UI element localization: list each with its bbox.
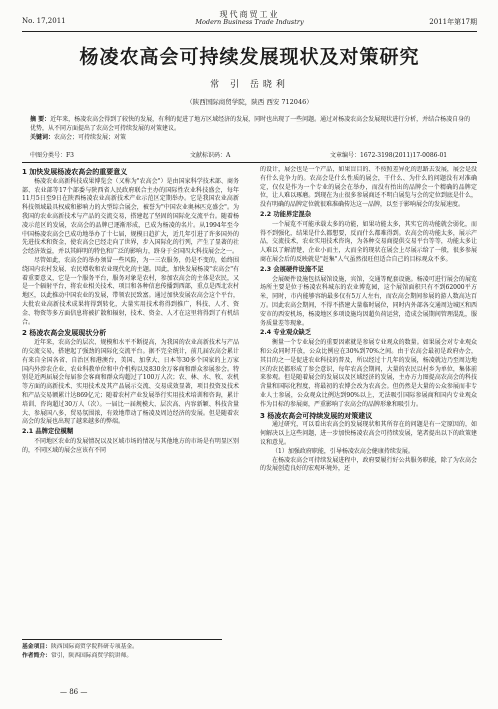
section-heading: 3 杨凌农高会可持续发展的对策建议 (260, 411, 373, 420)
issue-date: 2011年第17期 (429, 18, 477, 26)
paragraph: 一个展览不可能承载太多的功能，如果功能太多，其实它的功能就会弱化，而得不到强化，结果是什么都想要，反而什么都难得到。农高会的功能太多，展示产品，交流技术，农业实用技术咨询，为各种交易商提供交易平台等等，功能太多让人难以了解清楚，企业小而主，大而全的现状在展会上尽展示给了一般，很多参展商在展会后的反映就是"赶集"人气虽然很旺但适合自己的目标观众不多。 (260, 220, 477, 263)
paragraph: 近年来，农高会的层次、规模和水平不断提高，为我国的农业高新技术与产品的交流交易，搭建起了强劲的国际化交流平台。据不完全统计，前几届农高会累计有来自全国各省、自治区和港澳台，美国、加拿大、日本等30多个国家的上万家国内外涉农企业、农业科教单位和中介机构以及830余万客商和群众参展参会。特别是近两届展会每届参会客商和群众均超过了100万人次；农、林、水、牧、农机等方面的高新技术、实用技术及其产品展示交流、交易成效显著，项目投资及技术和产品交易额累计达869亿元；随着农村产业发展举行实用技术培训和咨询，累计培训、咨询超过30万人（次）。一届比一届规模大、层次高、内容新颖、科技含量大、参展国八多，贸易氛围浓，有效地带动了杨凌及周边经济的发展。但是随着农高会的发展也出现了越来越多的弊端。 (22, 339, 239, 426)
paragraph: 会展硬件设施包括展馆设施，宾馆，交通等配套设施。杨凌可进行展会的展览场所主要是位于杨凌农科城东的农业博览园，这个展馆面积只有不到62000平方米，同时，市内能够容纳最多仅有5万人左右，而农高会期间参展的游人数高达百万。因此农高会期间，不得不搭建大量临时展位，同时内外部各交通周边城区和西安市的西安机场，杨凌地区多项设施均因超负荷运营，造成会展期间管理混乱，服务质量差等现象。 (260, 275, 477, 327)
page-number: — 86 — (60, 688, 88, 696)
abstract-block (30, 115, 472, 142)
right-column (260, 166, 477, 606)
subsection-heading: 2.1 品牌定位模糊 (22, 428, 74, 436)
issue-number: No. 17,2011 (22, 17, 66, 25)
abstract-rule (22, 162, 477, 163)
article-number: 文章编号：1672-3198(2011)17-0086-01 (330, 152, 448, 159)
doc-code: 文献标识码：A (190, 152, 231, 159)
journal-name-cn: 现代商贸工业 (219, 10, 280, 19)
running-header (22, 7, 477, 29)
left-column (22, 166, 239, 606)
paragraph: 尽管如此，农高会的举办须冒一些风险，为一三农服务，仍是不变的，始终围绕国内农村发展、农民增收和农业现代化的主题。因此，加快发展杨凌"农高会"有着重要意义，它是一个服务平台，服务对象是农村，参加农高会的主体是农民，又是一个辐射平台，将农业相关技术、项目和各种信息传播到西部，重点是西北农村地区，以此推动中国农业的发展，带领农民致富。通过加快发展农高会这个平台，大批农业高新技术成果将得到转化，大量实用技术将得到推广，科技、人才、资金、物资等多方面信息将被扩散和辐射，技术、资金、人才在这里将得到了有机结合。 (22, 256, 239, 326)
paragraph: 的设计，展会也是一个产品，如果盲目的、不按照差异化的思路去发展，展会是没有什么竞争力的。农高会是什么性质的展会，干什么、为什么的问题没有对准确定，仅仅是作为一个专业的展会在举办，而没有抬出的品牌会一个精确的品牌定位，让人难以琢磨。到现在为止很多参展商还不明白展览与会的定位到底是什么，没有明确的品牌定位就很难准确传达这一品牌，以至于影响展会的发展速度。 (260, 166, 477, 209)
keywords-text: 农高会；可持续发展；对策 (54, 134, 127, 141)
header-rule (22, 31, 477, 32)
author-bio-text: 常引，陕西国际商贸学院讲师。 (51, 652, 133, 659)
keywords-label: 关键词： (30, 134, 55, 141)
footnotes (22, 643, 252, 660)
fund-label: 基金项目： (22, 644, 51, 650)
paper-title: 杨凌农高会可持续发展现状及对策研究 (79, 46, 420, 68)
affiliation: （陕西国际商贸学院，陕西 西安 712046） (186, 98, 313, 106)
paragraph: 通过研究，可以看出农高会的发展现状和其所存在的问题是有一定原因的，如何解决以上这些问题，进一步加快杨凌农高会可持续发展，笔者提出以下的政策建议和意见。 (260, 421, 477, 446)
subsection-heading: 2.2 功能界定混杂 (260, 210, 312, 218)
subsection-heading: 2.4 专业观众缺乏 (260, 329, 312, 337)
paragraph: 杨凌农业高新科技成果博览会（又称为"农高会"）是由国家科学技术部、商务部、农业部等17个部委与陕西省人民政府联合主办的国际性农业科技盛会，每年11月5日至9日在陕西杨凌农业高新技术产业示范区定期举办。它是我国农业高新科技领域最具权威和影响力的大型综合展会，被誉为"中国农业奥林匹克盛会"。为我国的农业高新技术与产品的交流交易，搭建起了坚固的国际化交流平台。随着杨凌示范区的发展，农高会的品牌已逐渐形成，已成为杨凌的名片。从1994年至今中国杨凌农高会已成功地举办了十七届，规模日趋扩大，近几年引进了许多国外的先进技术和资金，使农高会已经走向了世界，步入国际化的行列，产生了显著的社会经济效益，并以其鲜明的特色和广泛的影响力，跻身于全国四大科技展会之一。 (22, 177, 239, 256)
paragraph: （1）加强政府职能，引导杨凌农高会健康持续发展。 (272, 447, 414, 455)
authors: 常 引 岳晓利 (210, 80, 289, 90)
paragraph: 不同地区农业的发展情况以及区域市场的情况与其他地方的市场是有明显区别的，不同区域的展会应该有不同 (22, 437, 239, 454)
abstract-text: 近年来，杨凌农高会得到了较快的发展，有利的促进了地方区域经济的发展，同时也出现了一些问题。通过对杨凌农高会发展现状进行分析，并结合杨凌自身的优势，从不同方面提出了农高会可持续发展的对策建议。 (30, 116, 471, 132)
section-heading: 2 杨凌农高会发展现状分析 (22, 329, 107, 338)
paragraph: 在杨凌农高会可持续发展进程中，政府要履行好公共服务职能，除了为农高会的发展创造良好的宏观环境外，还 (260, 456, 477, 473)
footnote-rule (22, 639, 222, 640)
classification-row (30, 150, 472, 160)
journal-name-en: Modern Business Trade Industry (195, 18, 304, 26)
fund-text: 陕西国际商贸学院科研专项基金。 (51, 644, 138, 650)
section-heading: 1 加快发展杨凌农高会的重要意义 (22, 168, 128, 176)
clc-number: 中图分类号：F3 (30, 152, 74, 159)
subsection-heading: 2.3 会展硬件设施不足 (260, 265, 324, 273)
author-bio-label: 作者简介： (22, 652, 51, 659)
abstract-label: 摘 要： (30, 116, 51, 123)
paragraph: 衡量一个专业展会的重要因素就是参展专业观众的数量。如果展会对专业观众和公众同时开放，公众比例应在30%到70%之间。由于农高会最初是政府办会，其目的之一是促进农业科技的普及，所以经过十几年的发展，杨凌就边乃至周边地区的农民都形成了参会意识，每年农高会期间，大量的农民以村乡为单位，集体前来参观。但是随着展会的发展以及区域经济的发展，主办方力图提高农高会的科技含量和国际化程度，将最初的农博会改为农高会。但仍然是大量的公众参展而非专业人士参展，公众观众比例达到90%以上，无法吸引国际参展商和国内专业观众作为目标的参展商，严重影响了农高会的品牌形象和吸引力。 (260, 339, 477, 408)
